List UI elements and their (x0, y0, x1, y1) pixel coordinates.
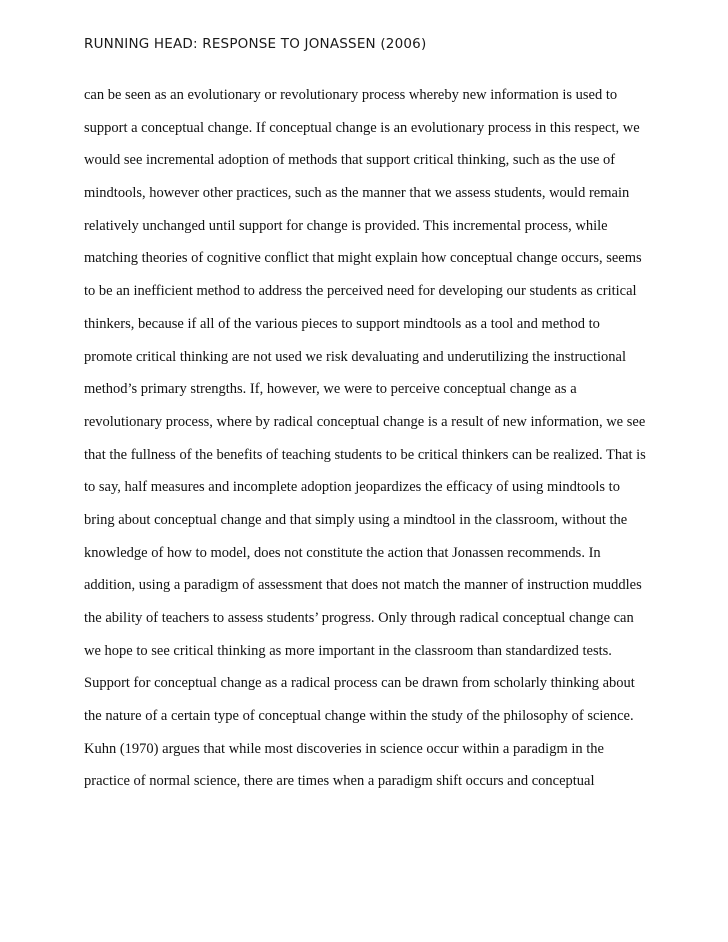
text-line: method’s primary strengths. If, however, we were to perceive conceptual change as a (84, 381, 577, 398)
text-line: matching theories of cognitive conflict that might explain how conceptual change occurs, seems (84, 250, 642, 267)
running-head: RUNNING HEAD: RESPONSE TO JONASSEN (2006) (84, 36, 427, 52)
text-line: relatively unchanged until support for change is provided. This incremental process, while (84, 217, 608, 234)
text-line: Kuhn (1970) argues that while most discoveries in science occur within a paradigm in the (84, 740, 604, 757)
text-line: support a conceptual change. If conceptual change is an evolutionary process in this respect, we (84, 119, 640, 136)
text-line: can be seen as an evolutionary or revolutionary process whereby new information is used to (84, 87, 618, 103)
text-line: would see incremental adoption of methods that support critical thinking, such as the use of (84, 152, 616, 169)
text-line: the ability of teachers to assess students’ progress. Only through radical conceptual change can (84, 610, 634, 626)
text-line: the nature of a certain type of conceptual change within the study of the philosophy of science. (84, 708, 634, 725)
text-line: to say, half measures and incomplete adoption jeopardizes the efficacy of using mindtools to (84, 479, 620, 496)
body-paragraph (84, 82, 654, 801)
text-line: Support for conceptual change as a radical process can be drawn from scholarly thinking about (84, 675, 635, 692)
text-line: promote critical thinking are not used we risk devaluating and underutilizing the instructional (84, 348, 626, 365)
text-line: thinkers, because if all of the various pieces to support mindtools as a tool and method to (84, 315, 600, 332)
text-line: to be an inefficient method to address the perceived need for developing our students as critical (84, 283, 637, 300)
text-line: bring about conceptual change and that simply using a mindtool in the classroom, without the (84, 511, 628, 528)
text-line: addition, using a paradigm of assessment that does not match the manner of instruction muddles (84, 577, 642, 594)
text-line: knowledge of how to model, does not constitute the action that Jonassen recommends. In (84, 544, 601, 561)
text-line: that the fullness of the benefits of teaching students to be critical thinkers can be realized. That is (84, 446, 646, 463)
text-line: revolutionary process, where by radical conceptual change is a result of new information, we see (84, 413, 646, 430)
text-line: practice of normal science, there are times when a paradigm shift occurs and conceptual (84, 773, 595, 790)
text-line: mindtools, however other practices, such as the manner that we assess students, would remain (84, 185, 630, 202)
text-line: we hope to see critical thinking as more important in the classroom than standardized tests. (84, 642, 612, 659)
